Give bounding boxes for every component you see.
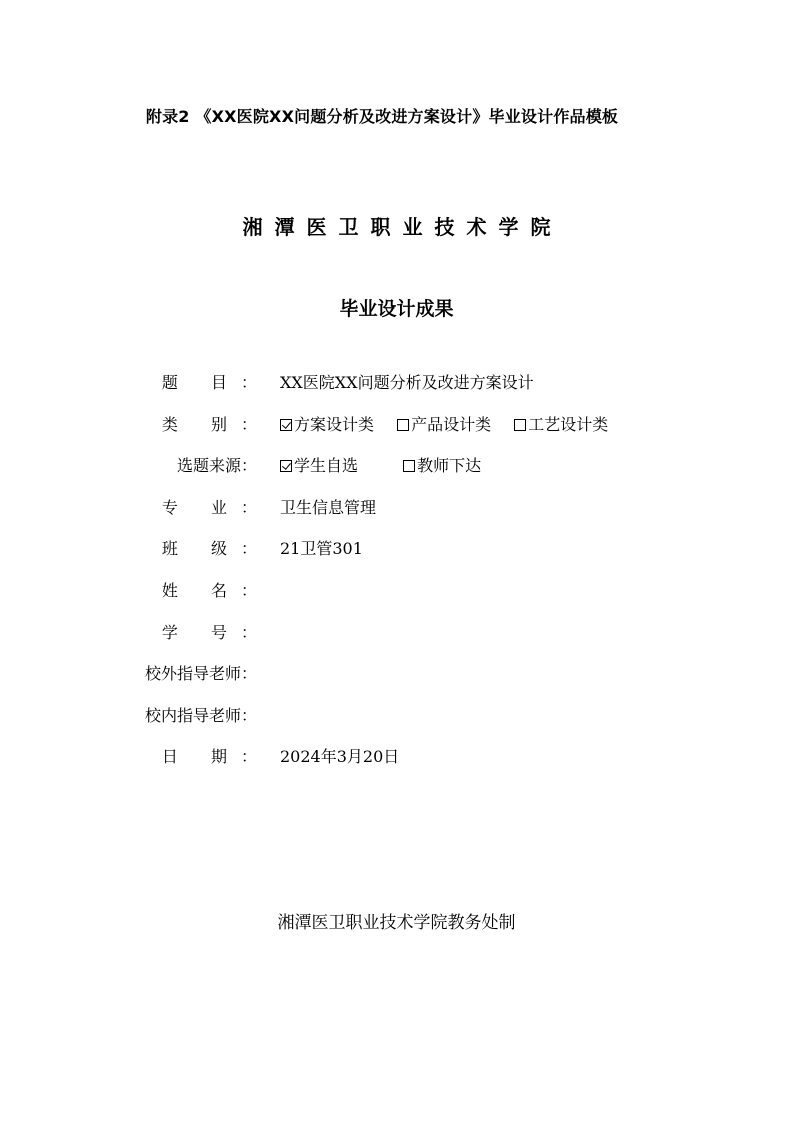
field-label: 姓 名： bbox=[161, 580, 271, 600]
field-class bbox=[0, 528, 793, 570]
option-label: 学生自选 bbox=[294, 456, 359, 476]
field-student-id bbox=[0, 612, 793, 654]
field-value: XX医院XX问题分析及改进方案设计 bbox=[280, 373, 534, 392]
checkbox-checked-icon[interactable] bbox=[280, 460, 292, 472]
category-options bbox=[280, 404, 608, 446]
field-label: 学 号： bbox=[161, 622, 271, 642]
field-label: 班 级： bbox=[161, 539, 271, 559]
field-label: 校外指导老师： bbox=[144, 664, 257, 684]
field-category bbox=[0, 404, 793, 446]
option-label: 产品设计类 bbox=[411, 414, 492, 434]
field-label: 选题来源： bbox=[176, 456, 257, 476]
checkbox-empty-icon[interactable] bbox=[514, 419, 526, 431]
option-label: 方案设计类 bbox=[294, 414, 375, 434]
option-label: 工艺设计类 bbox=[528, 414, 609, 434]
option-label: 教师下达 bbox=[417, 456, 482, 476]
source-option[interactable] bbox=[403, 445, 481, 487]
issuer-footer: 湘潭医卫职业技术学院教务处制 bbox=[277, 913, 516, 933]
appendix-title: 附录2 《XX医院XX问题分析及改进方案设计》毕业设计作品模板 bbox=[145, 107, 619, 126]
source-option[interactable] bbox=[280, 445, 358, 487]
document-heading: 毕业设计成果 bbox=[339, 298, 454, 320]
field-label: 日 期： bbox=[161, 747, 271, 767]
checkbox-checked-icon[interactable] bbox=[280, 419, 292, 431]
field-label: 校内指导老师： bbox=[144, 705, 257, 725]
category-option[interactable] bbox=[280, 404, 374, 446]
checkbox-empty-icon[interactable] bbox=[403, 460, 415, 472]
category-option[interactable] bbox=[514, 404, 608, 446]
field-label: 专 业： bbox=[161, 497, 271, 517]
field-name bbox=[0, 570, 793, 612]
field-topic bbox=[0, 362, 793, 404]
field-value: 2024年3月20日 bbox=[280, 747, 400, 767]
checkbox-empty-icon[interactable] bbox=[397, 419, 409, 431]
cover-fields bbox=[0, 362, 793, 778]
field-label: 题 目： bbox=[161, 373, 271, 392]
source-options bbox=[280, 445, 481, 487]
field-internal-advisor bbox=[0, 695, 793, 737]
field-source bbox=[0, 445, 793, 487]
school-name: 湘潭医卫职业技术学院 bbox=[242, 215, 563, 239]
field-date bbox=[0, 736, 793, 778]
field-label: 类 别： bbox=[161, 414, 271, 434]
field-value: 21卫管301 bbox=[280, 539, 363, 559]
category-option[interactable] bbox=[397, 404, 491, 446]
field-external-advisor bbox=[0, 653, 793, 695]
field-major bbox=[0, 487, 793, 529]
field-value: 卫生信息管理 bbox=[280, 497, 377, 517]
